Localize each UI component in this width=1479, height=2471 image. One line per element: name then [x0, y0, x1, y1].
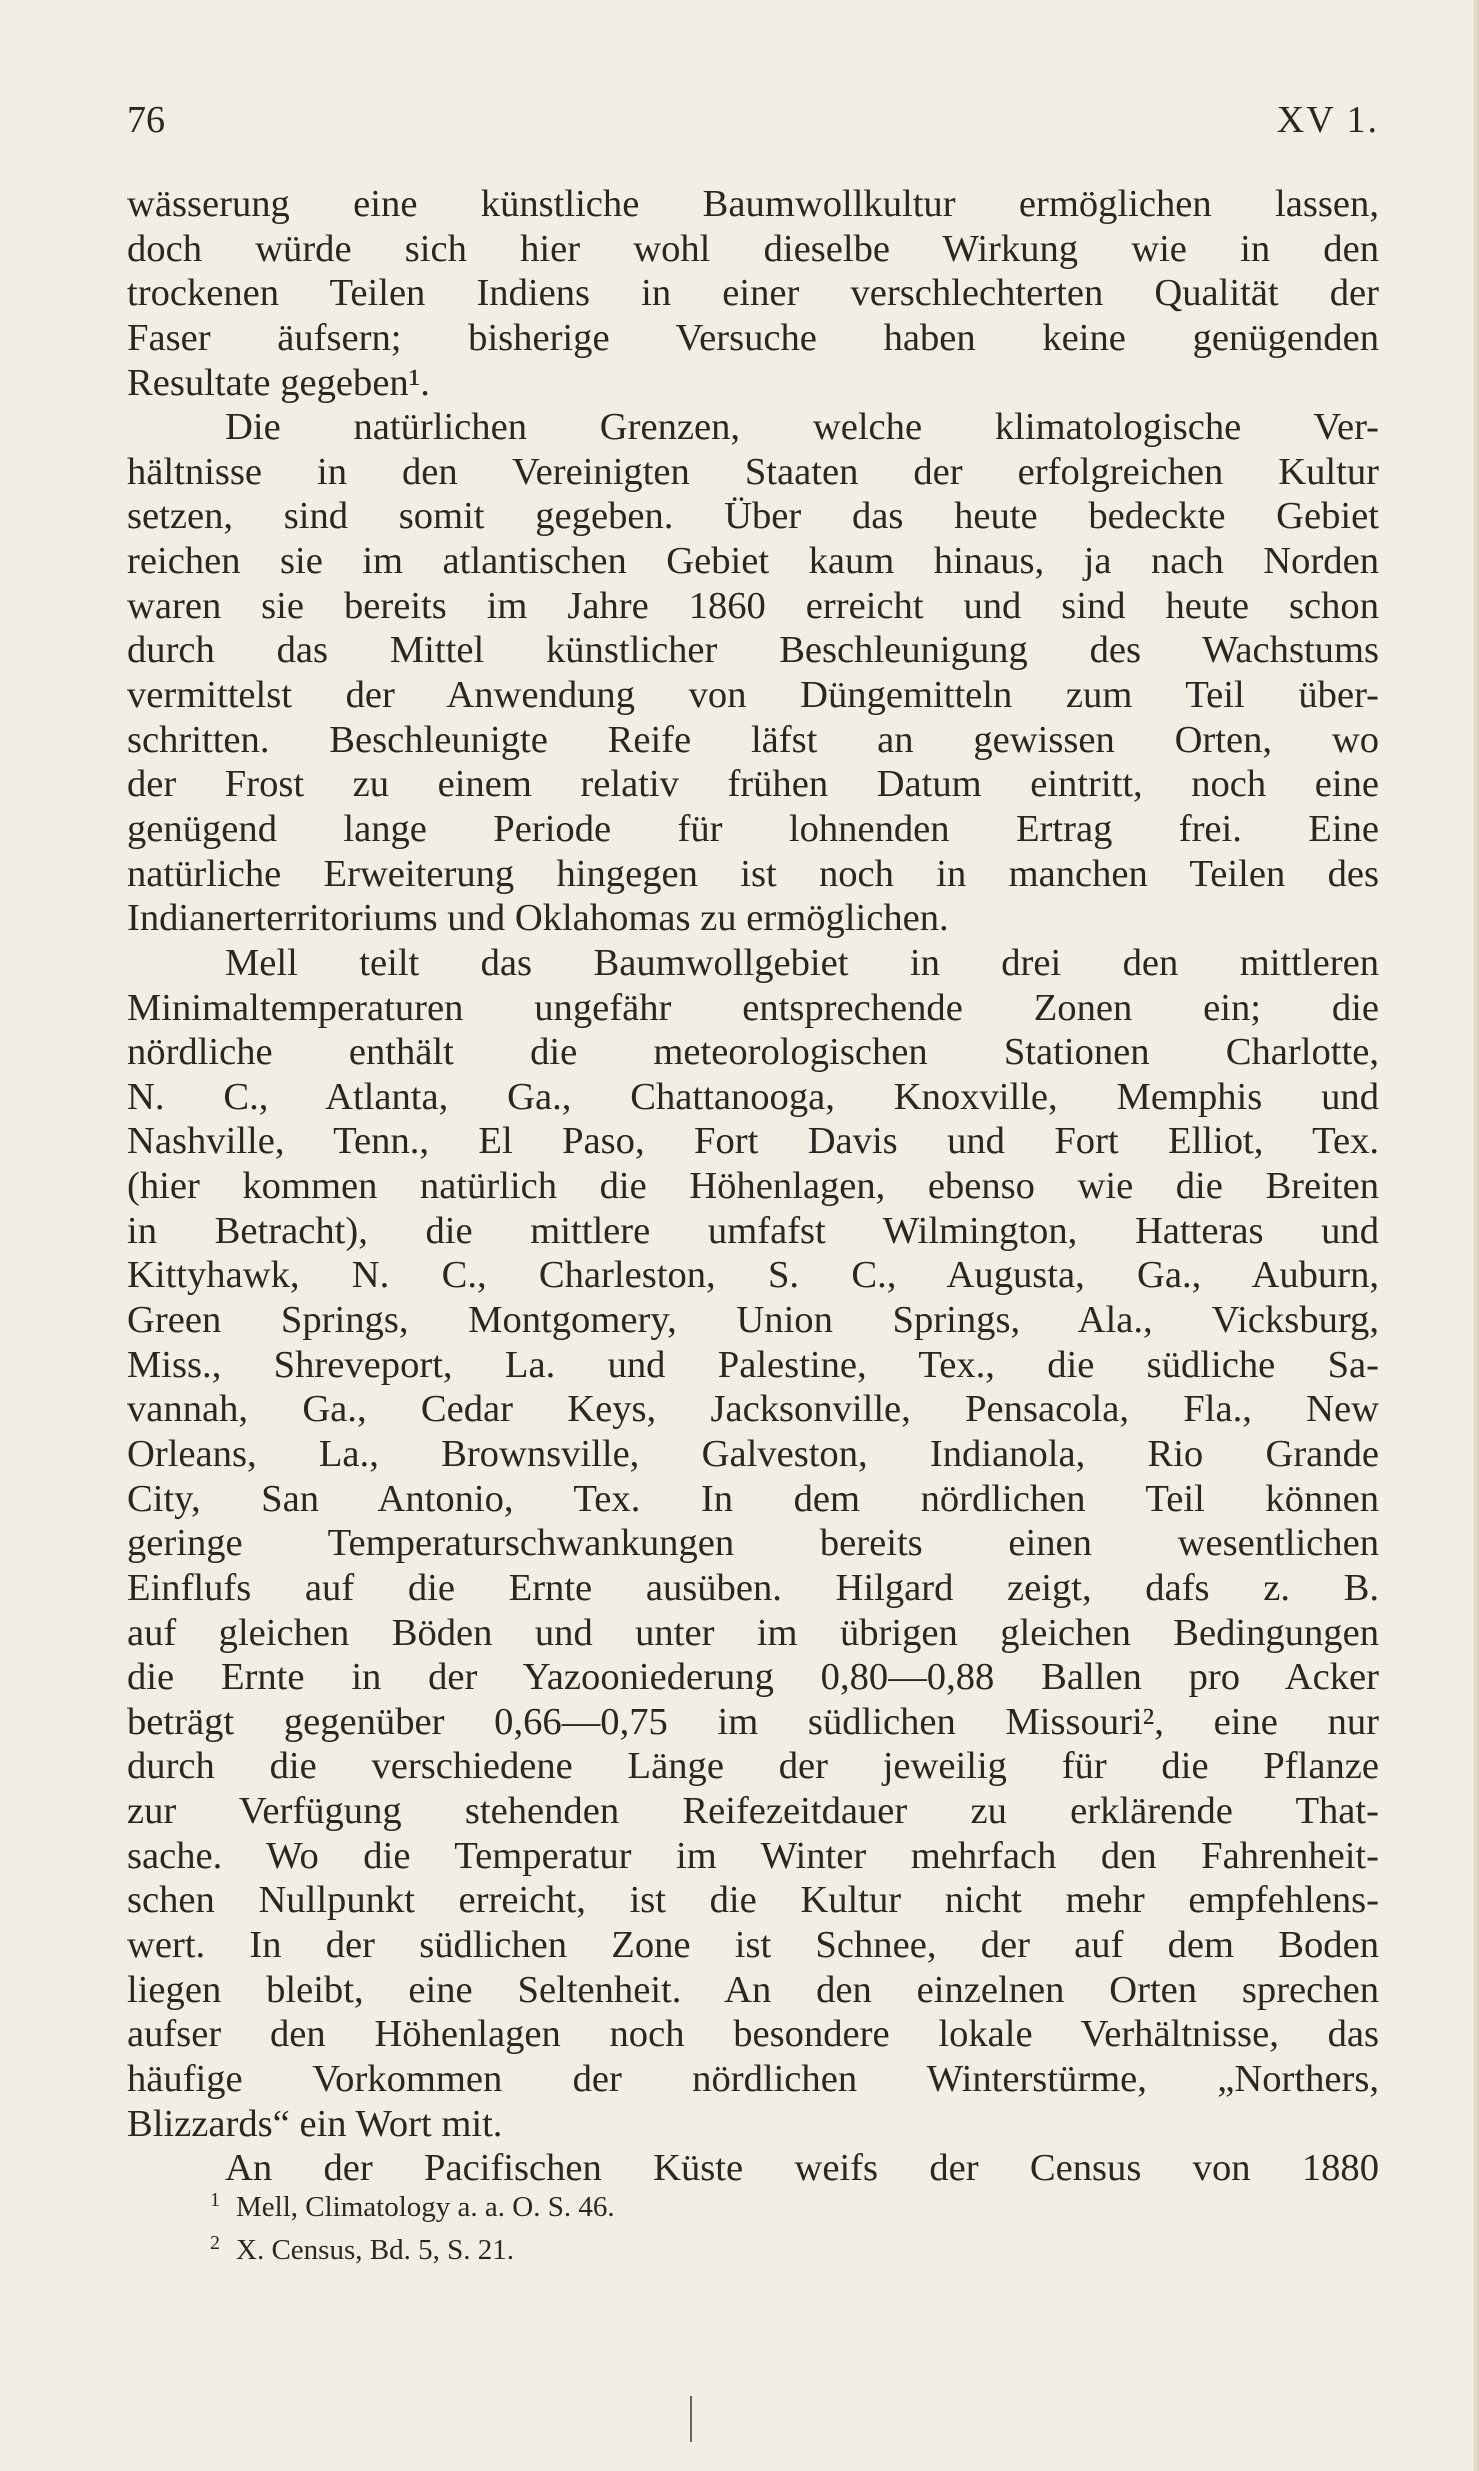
text-line: schen Nullpunkt erreicht, ist die Kultur nicht mehr empfehlens- [127, 1879, 1379, 1922]
text-line: Einflufs auf die Ernte ausüben. Hilgard zeigt, dafs z. B. [127, 1566, 1379, 1609]
text-line: Kittyhawk, N. C., Charleston, S. C., Augusta, Ga., Auburn, [127, 1254, 1379, 1297]
text-line: natürliche Erweiterung hingegen ist noch in manchen Teilen des [127, 852, 1379, 895]
footnote-mark: 2 [210, 2232, 220, 2254]
text-line: liegen bleibt, eine Seltenheit. An den einzelnen Orten sprechen [127, 1968, 1379, 2011]
text-line: geringe Temperaturschwankungen bereits einen wesentlichen [127, 1522, 1379, 1565]
text-line: Mell teilt das Baumwollgebiet in drei den mittleren [225, 941, 1379, 984]
text-line: genügend lange Periode für lohnenden Ertrag frei. Eine [127, 807, 1379, 850]
text-line: Orleans, La., Brownsville, Galveston, Indianola, Rio Grande [127, 1432, 1379, 1475]
footnote [210, 2225, 1110, 2268]
text-line: Die natürlichen Grenzen, welche klimatologische Ver- [225, 406, 1379, 449]
text-line: die Ernte in der Yazooniederung 0,80—0,88 Ballen pro Acker [127, 1656, 1379, 1699]
text-line: beträgt gegenüber 0,66—0,75 im südlichen Missouri², eine nur [127, 1700, 1379, 1743]
footnote-text: Mell, Climatology a. a. O. S. 46. [236, 2191, 615, 2223]
text-line: sache. Wo die Temperatur im Winter mehrfach den Fahrenheit- [127, 1834, 1379, 1877]
text-line: schritten. Beschleunigte Reife läfst an gewissen Orten, wo [127, 718, 1379, 761]
text-line: der Frost zu einem relativ frühen Datum eintritt, noch eine [127, 763, 1379, 806]
footnote [210, 2182, 1110, 2225]
text-line: reichen sie im atlantischen Gebiet kaum hinaus, ja nach Norden [127, 540, 1379, 583]
text-line: N. C., Atlanta, Ga., Chattanooga, Knoxville, Memphis und [127, 1075, 1379, 1118]
footnote-text: X. Census, Bd. 5, S. 21. [236, 2234, 514, 2266]
text-line: in Betracht), die mittlere umfafst Wilmington, Hatteras und [127, 1209, 1379, 1252]
page-number: 76 [127, 99, 165, 141]
footnotes [210, 2182, 1110, 2268]
text-line: trockenen Teilen Indiens in einer verschlechterten Qualität der [127, 272, 1379, 315]
text-line: waren sie bereits im Jahre 1860 erreicht und sind heute schon [127, 584, 1379, 627]
text-line: Miss., Shreveport, La. und Palestine, Tex., die südliche Sa- [127, 1343, 1379, 1386]
text-line: Indianerterritoriums und Oklahomas zu ermöglichen. [127, 897, 949, 940]
body-text [127, 182, 1379, 2191]
text-line: Nashville, Tenn., El Paso, Fort Davis und Fort Elliot, Tex. [127, 1120, 1379, 1163]
text-line: nördliche enthält die meteorologischen Stationen Charlotte, [127, 1031, 1379, 1074]
footnote-mark: 1 [210, 2189, 220, 2211]
section-mark: XV 1. [1276, 99, 1379, 141]
text-line: Green Springs, Montgomery, Union Springs, Ala., Vicksburg, [127, 1299, 1379, 1342]
text-line: City, San Antonio, Tex. In dem nördlichen Teil können [127, 1477, 1379, 1520]
page-edge [1473, 0, 1479, 2471]
text-line: doch würde sich hier wohl dieselbe Wirkung wie in den [127, 227, 1379, 270]
text-line: vermittelst der Anwendung von Düngemitteln zum Teil über- [127, 674, 1379, 717]
print-mark [690, 2396, 692, 2442]
text-line: aufser den Höhenlagen noch besondere lokale Verhältnisse, das [127, 2013, 1379, 2056]
text-line: häufige Vorkommen der nördlichen Winterstürme, „Northers, [127, 2057, 1379, 2100]
text-line: Blizzards“ ein Wort mit. [127, 2102, 503, 2145]
text-line: auf gleichen Böden und unter im übrigen gleichen Bedingungen [127, 1611, 1379, 1654]
text-line: An der Pacifischen Küste weifs der Census von 1880 [225, 2147, 1379, 2190]
text-line: hältnisse in den Vereinigten Staaten der erfolgreichen Kultur [127, 450, 1379, 493]
text-line: Faser äufsern; bisherige Versuche haben keine genügenden [127, 316, 1379, 359]
text-line: (hier kommen natürlich die Höhenlagen, ebenso wie die Breiten [127, 1165, 1379, 1208]
text-line: Minimaltemperaturen ungefähr entsprechende Zonen ein; die [127, 986, 1379, 1029]
text-line: vannah, Ga., Cedar Keys, Jacksonville, Pensacola, Fla., New [127, 1388, 1379, 1431]
text-line: durch das Mittel künstlicher Beschleunigung des Wachstums [127, 629, 1379, 672]
running-header [127, 98, 1379, 144]
text-line: zur Verfügung stehenden Reifezeitdauer zu erklärende That- [127, 1790, 1379, 1833]
text-line: wert. In der südlichen Zone ist Schnee, der auf dem Boden [127, 1923, 1379, 1966]
text-line: Resultate gegeben¹. [127, 361, 430, 404]
text-line: durch die verschiedene Länge der jeweilig für die Pflanze [127, 1745, 1379, 1788]
text-line: wässerung eine künstliche Baumwollkultur ermöglichen lassen, [127, 183, 1379, 225]
text-line: setzen, sind somit gegeben. Über das heute bedeckte Gebiet [127, 495, 1379, 538]
